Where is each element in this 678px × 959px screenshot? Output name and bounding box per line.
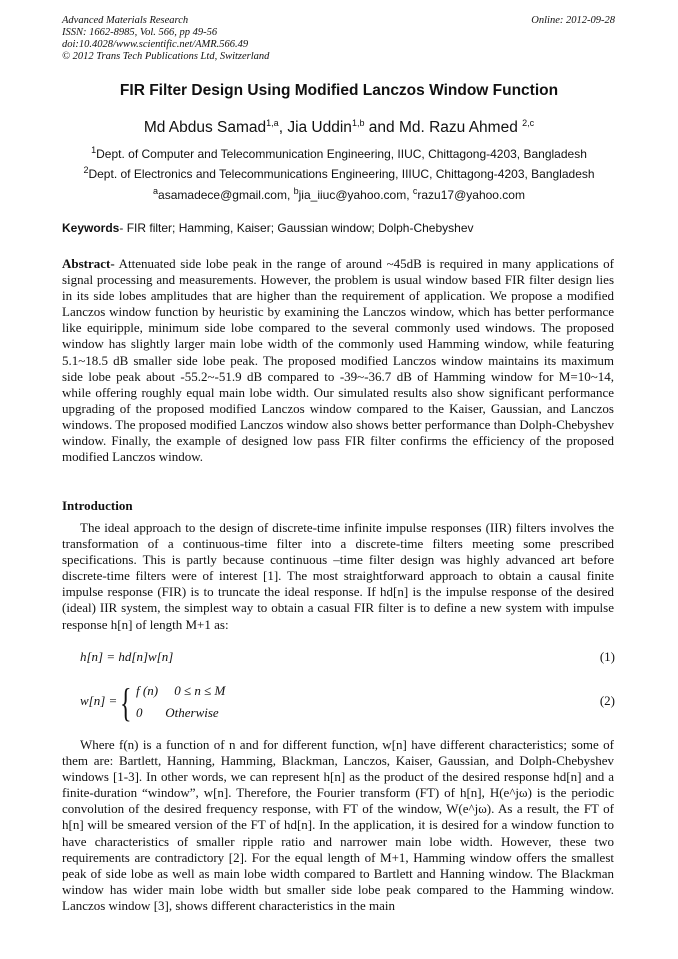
equation-2-lhs: w[n] = [80, 693, 118, 708]
author-list [0, 118, 678, 137]
author-name: Jia Uddin [287, 119, 352, 137]
keywords [62, 221, 474, 235]
affiliation-sup: 2 [83, 165, 89, 175]
journal-copyright: © 2012 Trans Tech Publications Ltd, Switzerland [62, 51, 270, 62]
journal-doi: doi:10.4028/www.scientific.net/AMR.566.49 [62, 39, 249, 50]
email-link[interactable]: asamadece@gmail.com [158, 188, 287, 202]
email-link[interactable]: jia_iiuc@yahoo.com [298, 188, 407, 202]
equation-1-number: (1) [599, 649, 615, 664]
author-name: Md. Razu Ahmed [398, 119, 518, 137]
paragraph-text: Where f(n) is a function of n and for different function, w[n] have different characteristics; some of them are: Bartlett, Hanning, Hamming, Blackman, Lanczos, Kaiser, Gaussian, and Dolph-Chebyshev windows [1-3]. In other words, we can represent h[n] as the product of the desired response hd[n] and a finite-duration “window”, w[n]. Therefore, the Fourier transform (FT) of h[n], H(e^jω) is the periodic convolution of the desired frequency response, with FT of the window, W(e^jω). As a result, the FT of h[n] will be smeared version of the FT of hd[n]. In the application, it is desired for a window function to have characteristics of smaller ripple ratio and narrower main lobe width. However, these two requirements are contradictory [2]. For the equal length of M+1, Hamming window offers the smallest peak of side lobe as well as main lobe width compared to Bartlett and Hanning window. The Blackman window has wider main lobe width but smaller side lobe peak compared to the Hamming window. Lanczos window [3], shows different characteristics in the main [62, 737, 614, 913]
journal-issn: ISSN: 1662-8985, Vol. 566, pp 49-56 [62, 27, 218, 38]
equation-1: h[n] = hd[n]w[n] [80, 649, 174, 664]
email-link[interactable]: razu17@yahoo.com [417, 188, 525, 202]
journal-name: Advanced Materials Research [62, 15, 189, 26]
author-name: Md Abdus Samad [143, 119, 267, 137]
affiliation-sup: 1 [91, 145, 97, 155]
journal-header [62, 15, 269, 63]
abstract [62, 256, 614, 465]
equation-2-number: (2) [599, 693, 615, 708]
equation-2-brace: { [120, 680, 132, 725]
equation-2-case-2: 0 Otherwise [136, 705, 219, 720]
email-list: $^a$asamadece@gmail.com, $^b$jia_iiuc@yahoo.com, $^c$razu17@yahoo.com [153, 186, 525, 202]
abstract-text: Attenuated side lobe peak in the range of around ~45dB is required in many applications of signal processing and measurements. However, the problem is usual window based FIR filter design lies in its side lobes amplitudes that are higher than the requirement of application. We propose a modified Lanczos window function by heuristic by examining the Lanczos window, which has better performance like equiripple, minimum side lobe compared to the several commonly used windows. The proposed window has slightly larger main lobe width of the commonly used Hamming window, while featuring 5.1~18.5 dB smaller side lobe peak. The proposed modified Lanczos window maintains its maximum side lobe peak about -55.2~-51.9 dB compared to -39~-36.7 dB of Hamming window for M=10~14, while offering roughly equal main lobe width. Our simulated results also show significant performance upgrading of the proposed modified Lanczos window compared to the Kaiser, Gaussian, and Lanczos windows. The proposed modified Lanczos window also shows better performance than Dolph-Chebyshev window. Finally, the example of designed low pass FIR filter confirms the efficiency of the proposed modified Lanczos window. [62, 256, 614, 465]
abstract-label: Abstract- [62, 256, 115, 271]
keywords-label: Keywords [62, 221, 120, 235]
author-sup: 1,a [266, 118, 279, 128]
section-heading: Introduction [62, 498, 133, 513]
author-sup: 2,c [522, 118, 535, 128]
paper-title: FIR Filter Design Using Modified Lanczos Window Function [119, 82, 559, 99]
email-sup: c [412, 186, 418, 196]
author-and: and [364, 119, 399, 137]
affiliation-text: Dept. of Electronics and Telecommunications Engineering, IIIUC, Chittagong-4203, Bangladesh [88, 167, 595, 181]
intro-paragraph-2 [62, 737, 614, 914]
keywords-text: - FIR filter; Hamming, Kaiser; Gaussian window; Dolph-Chebyshev [119, 221, 474, 235]
affiliation-text: Dept. of Computer and Telecommunication Engineering, IIUC, Chittagong-4203, Bangladesh [96, 147, 587, 161]
paragraph-text: The ideal approach to the design of discrete-time infinite impulse responses (IIR) filters involves the transformation of a continuous-time filter into a discrete-time filters meeting some prescribed specifications. This is partly because continuous –time filter design was highly advanced art before discrete-time filters were of interest [1]. The most straightforward approach to obtain a causal finite impulse response (FIR) is to truncate the ideal response. If hd[n] is the impulse response of the desired (ideal) IIR system, the simplest way to obtain a casual FIR filter is to define a new system with impulse response h[n] of length M+1 as: [62, 520, 614, 632]
email-sup: a [153, 186, 159, 196]
affiliation [0, 145, 678, 161]
affiliation [0, 165, 678, 181]
intro-paragraph-1 [62, 520, 614, 633]
author-separator: , [278, 119, 288, 137]
email-sup: b [293, 186, 299, 196]
online-date: Online: 2012-09-28 [531, 15, 615, 26]
author-sup: 1,b [351, 118, 365, 128]
equation-2-case-1: f (n) 0 ≤ n ≤ M [136, 683, 226, 698]
